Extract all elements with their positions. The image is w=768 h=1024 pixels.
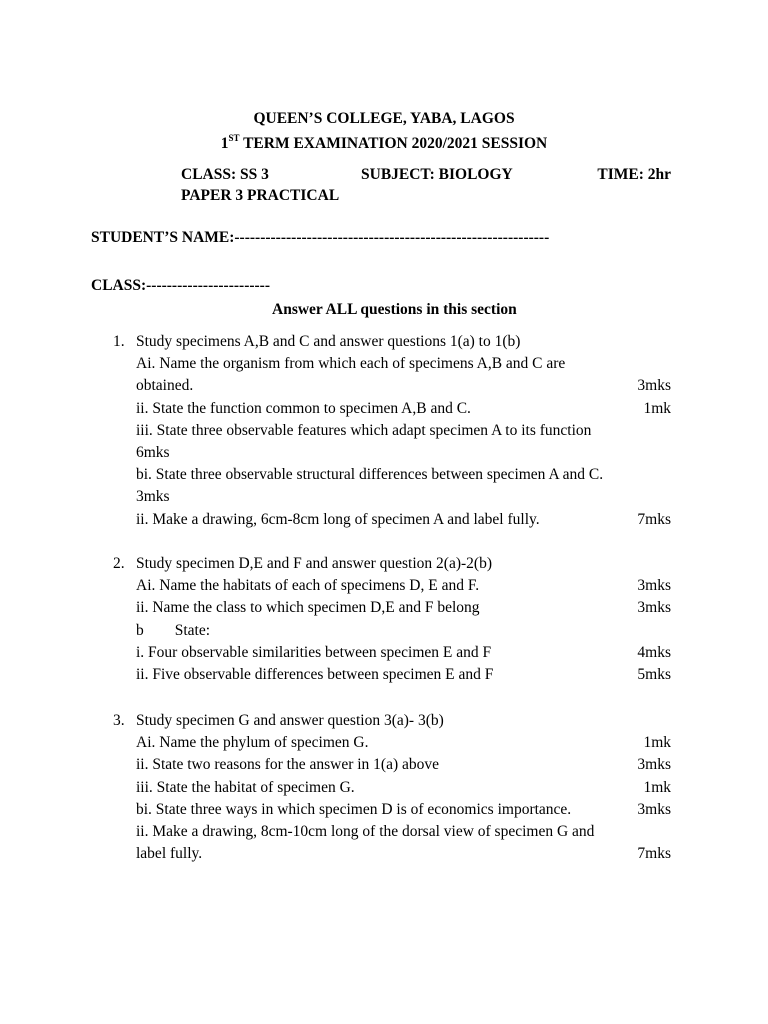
exam-title-sup: ST xyxy=(228,133,240,143)
question-line: obtained. xyxy=(136,377,194,395)
paper-label: PAPER 3 PRACTICAL xyxy=(181,187,340,204)
mark-allocation: 1mk xyxy=(643,778,671,796)
question-line: i. Four observable similarities between specimen E and F xyxy=(136,643,492,661)
question-number: 2. xyxy=(113,555,125,572)
question-line: ii. Make a drawing, 6cm-8cm long of specimen A and label fully. xyxy=(136,510,540,528)
mark-allocation: 1mk xyxy=(643,399,671,417)
question-line: label fully. xyxy=(136,845,203,863)
exam-title-prefix: 1 xyxy=(220,135,229,152)
mark-allocation: 3mks xyxy=(637,800,671,818)
question-line: bi. State three observable structural differences between specimen A and C. xyxy=(136,466,604,484)
class-field: CLASS:------------------------ xyxy=(91,277,271,294)
exam-title xyxy=(0,135,768,153)
question-line: ii. State two reasons for the answer in 1(a) above xyxy=(136,756,440,774)
question-number: 1. xyxy=(113,333,125,350)
class-label: CLASS: SS 3 xyxy=(181,166,269,183)
school-name: QUEEN’S COLLEGE, YABA, LAGOS xyxy=(253,110,515,127)
student-name-field: STUDENT’S NAME:------------------------------------------------------------- xyxy=(91,229,550,246)
mark-allocation: 7mks xyxy=(637,845,671,863)
question-line: Ai. Name the habitats of each of specimens D, E and F. xyxy=(136,577,480,595)
mark-allocation: 3mks xyxy=(637,599,671,617)
mark-allocation: 4mks xyxy=(637,643,671,661)
mark-allocation: 3mks xyxy=(637,756,671,774)
question-line: ii. Make a drawing, 8cm-10cm long of the dorsal view of specimen G and xyxy=(136,823,595,840)
time-label: TIME: 2hr xyxy=(597,166,671,183)
question-line: ii. Five observable differences between specimen E and F xyxy=(136,666,494,683)
question-line: Ai. Name the organism from which each of specimens A,B and C are xyxy=(136,355,566,373)
question-line: b State: xyxy=(136,621,211,639)
mark-allocation: 3mks xyxy=(637,377,671,395)
question-intro: Study specimen D,E and F and answer question 2(a)-2(b) xyxy=(136,555,492,572)
exam-title-rest: TERM EXAMINATION 2020/2021 SESSION xyxy=(239,135,548,152)
question-number: 3. xyxy=(113,712,125,729)
subject-label: SUBJECT: BIOLOGY xyxy=(361,166,513,183)
question-intro: Study specimens A,B and C and answer questions 1(a) to 1(b) xyxy=(136,333,521,350)
mark-allocation: 1mk xyxy=(643,734,671,752)
mark-allocation: 3mks xyxy=(637,577,671,595)
question-line: 6mks xyxy=(136,444,170,461)
question-line: ii. Name the class to which specimen D,E and F belong xyxy=(136,599,480,617)
instruction: Answer ALL questions in this section xyxy=(272,301,517,318)
question-line: ii. State the function common to specimen A,B and C. xyxy=(136,399,471,417)
question-line: 3mks xyxy=(136,488,170,506)
question-line: Ai. Name the phylum of specimen G. xyxy=(136,734,369,752)
question-intro: Study specimen G and answer question 3(a)- 3(b) xyxy=(136,712,444,729)
mark-allocation: 7mks xyxy=(637,510,671,528)
question-line: iii. State the habitat of specimen G. xyxy=(136,778,355,796)
question-line: bi. State three ways in which specimen D is of economics importance. xyxy=(136,800,572,818)
question-line: iii. State three observable features which adapt specimen A to its function xyxy=(136,421,592,439)
mark-allocation: 5mks xyxy=(637,666,671,683)
